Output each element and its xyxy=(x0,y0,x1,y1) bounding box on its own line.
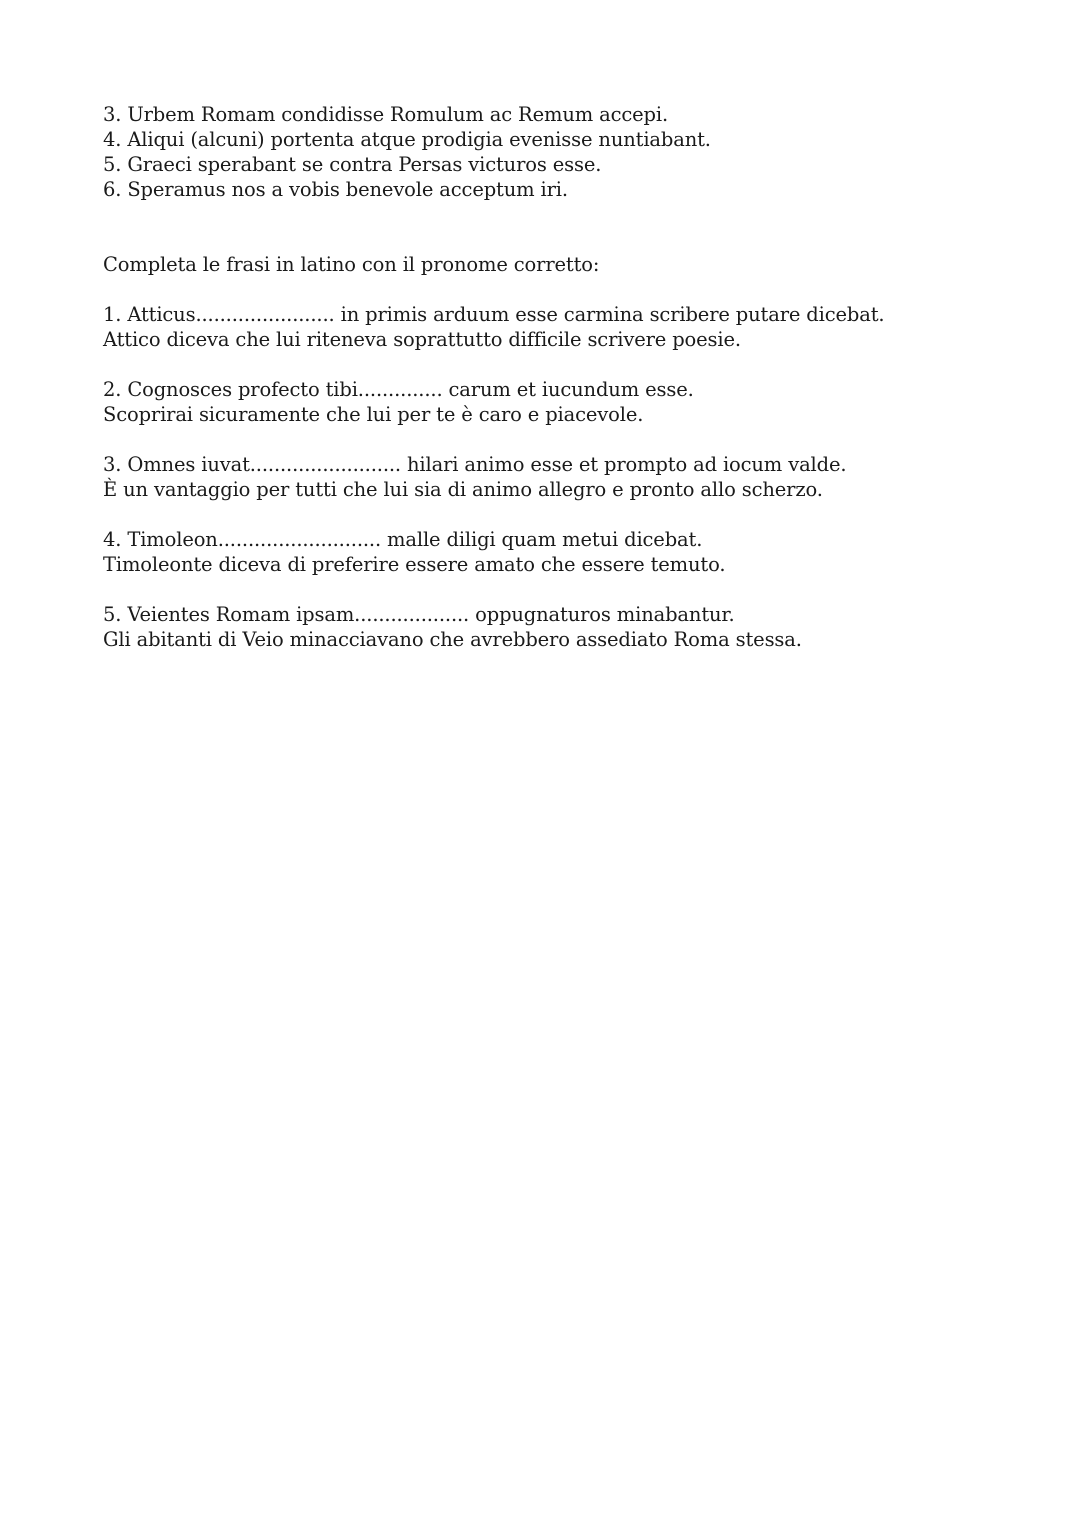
italian-translation: Gli abitanti di Veio minacciavano che avrebbero assediato Roma stessa. xyxy=(103,628,802,651)
italian-translation: È un vantaggio per tutti che lui sia di animo allegro e pronto allo scherzo. xyxy=(103,478,823,501)
latin-sentence: 1. Atticus....................... in primis arduum esse carmina scribere putare dicebat. xyxy=(103,303,885,326)
latin-sentence: 5. Veientes Romam ipsam................... oppugnaturos minabantur. xyxy=(103,603,735,626)
latin-sentence: 2. Cognosces profecto tibi.............. carum et iucundum esse. xyxy=(103,378,694,401)
sentence-list xyxy=(103,102,1003,202)
exercise-item-5 xyxy=(103,602,1003,652)
sentence-6: 6. Speramus nos a vobis benevole acceptum iri. xyxy=(103,178,568,201)
exercise-item-4 xyxy=(103,527,1003,577)
exercise-item-1 xyxy=(103,302,1003,352)
document-page xyxy=(103,102,1003,677)
latin-sentence: 3. Omnes iuvat......................... hilari animo esse et prompto ad iocum valde. xyxy=(103,453,847,476)
sentence-3: 3. Urbem Romam condidisse Romulum ac Remum accepi. xyxy=(103,103,668,126)
exercise-instruction: Completa le frasi in latino con il pronome corretto: xyxy=(103,253,600,276)
exercise-item-2 xyxy=(103,377,1003,427)
exercise-item-3 xyxy=(103,452,1003,502)
italian-translation: Attico diceva che lui riteneva soprattutto difficile scrivere poesie. xyxy=(103,328,741,351)
sentence-5: 5. Graeci sperabant se contra Persas victuros esse. xyxy=(103,153,602,176)
italian-translation: Scoprirai sicuramente che lui per te è caro e piacevole. xyxy=(103,403,644,426)
sentence-4: 4. Aliqui (alcuni) portenta atque prodigia evenisse nuntiabant. xyxy=(103,128,711,151)
exercise-list xyxy=(103,302,1003,652)
latin-sentence: 4. Timoleon........................... malle diligi quam metui dicebat. xyxy=(103,528,703,551)
italian-translation: Timoleonte diceva di preferire essere amato che essere temuto. xyxy=(103,553,726,576)
